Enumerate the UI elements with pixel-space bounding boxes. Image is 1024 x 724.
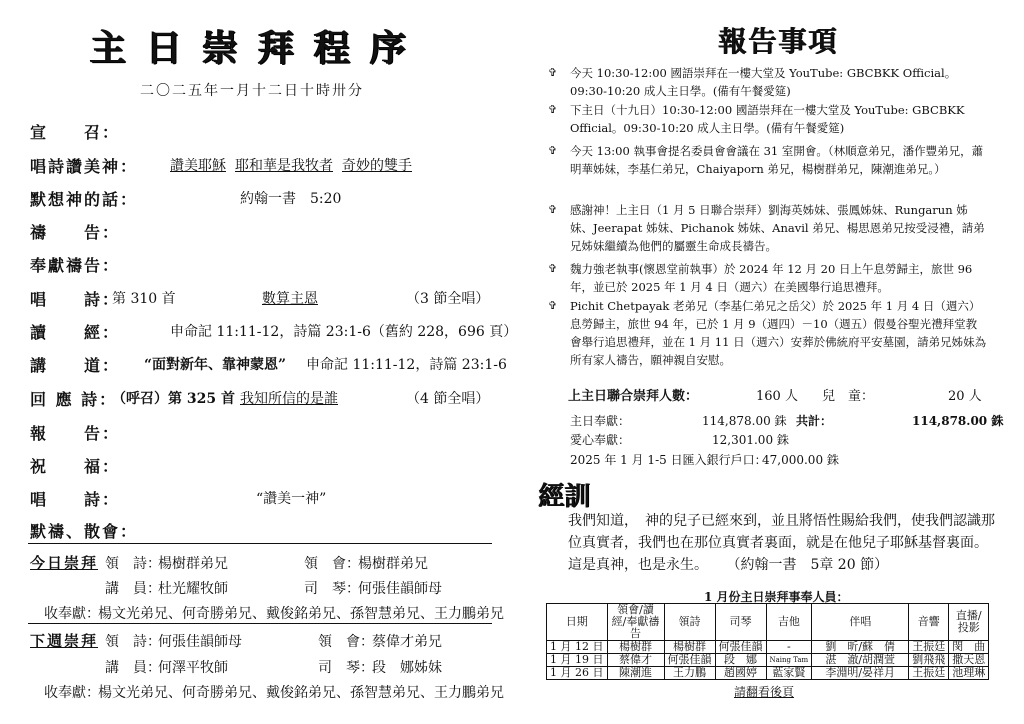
program-title: 主日崇拜程序 <box>90 27 427 69</box>
today-heading: 今日崇拜 <box>30 554 99 572</box>
cross-icon: ✞ <box>548 103 558 116</box>
hymn-label: 唱 詩： <box>30 290 121 309</box>
love-offering-label: 愛心奉獻： <box>570 433 631 447</box>
response-verses: （4 節全唱） <box>406 391 490 407</box>
table-row <box>547 654 989 667</box>
bank-transfer-label: 2025 年 1 月 1-5 日匯入銀行戶口： <box>570 453 767 467</box>
announcement-item: ✞ 今天 10:30-12:00 國語崇拜在一樓大堂及 YouTube: GBCBKK Official。09:30-10:20 成人主日學。(備有午餐愛筵) <box>548 66 957 98</box>
table-cell: 王振廷 <box>909 641 949 654</box>
response-number: （呼召）第 325 首 <box>112 391 235 407</box>
table-cell: 劉 昕/蘇 倩 <box>812 641 909 654</box>
table-cell: 王振廷 <box>909 667 949 680</box>
next-leader-label: 領 詩： <box>105 634 161 650</box>
table-cell: 1 月 12 日 <box>547 641 608 654</box>
report-label: 報 告： <box>30 424 121 443</box>
closing-hymn-label: 唱 詩： <box>30 490 121 509</box>
today-host-label: 領 會： <box>304 556 360 572</box>
sermon-title: “面對新年、靠神蒙恩” <box>144 357 287 373</box>
table-row <box>547 667 989 680</box>
love-offering-amount: 12,301.00 銖 <box>712 433 789 447</box>
cross-icon: ✞ <box>548 299 558 312</box>
column-header: 司琴 <box>715 604 766 641</box>
attendance-adults: 160 人 <box>756 389 798 404</box>
table-cell: 段 娜 <box>715 654 766 667</box>
table-cell: 楊樹群 <box>607 641 664 654</box>
table-cell: 池理琳 <box>949 667 989 680</box>
announcements-title: 報告事項 <box>718 25 839 58</box>
table-cell: 撒天恩 <box>949 654 989 667</box>
attendance-children: 20 人 <box>948 389 982 404</box>
today-speaker: 杜光耀牧師 <box>158 581 228 597</box>
next-host: 蔡偉才弟兄 <box>372 634 442 650</box>
announcement-item: ✞ 魏力強老執事(懷恩堂前執事）於 2024 年 12 月 20 日上午息勞歸主，旅世 96 年，並已於 2025 年 1 月 4 日（週六）在美國舉行追思禮拜。 <box>548 262 973 294</box>
call-label: 宣 召： <box>30 123 121 142</box>
offering-amount: 114,878.00 銖 <box>702 414 787 428</box>
next-heading: 下週崇拜 <box>30 632 99 650</box>
today-pianist: 何張佳韻師母 <box>358 581 442 597</box>
announcement-item: ✞ 今天 13:00 執事會提名委員會會議在 31 室開會。（林順意弟兄，潘作豐弟兄，蕭明華姊妹，李基仁弟兄，Chaiyaporn 弟兄，楊樹群弟兄，陳潮進弟兄。） <box>548 144 984 176</box>
table-cell: 楊樹群 <box>664 641 715 654</box>
praise-song-3: 奇妙的雙手 <box>342 158 412 174</box>
sermon-text: 申命記 11:11-12，詩篇 23:1-6 <box>306 357 507 373</box>
reading-text: 申命記 11:11-12，詩篇 23:1-6（舊約 228，696 頁） <box>170 324 518 340</box>
meditation-text: 約翰一書 5:20 <box>240 191 342 207</box>
turn-page-note: 請翻看後頁 <box>734 685 795 699</box>
next-speaker: 何澤平牧師 <box>158 660 228 676</box>
prayer-label: 禱 告： <box>30 223 121 242</box>
table-cell: 趙國婷 <box>715 667 766 680</box>
next-leader: 何張佳韻師母 <box>158 634 242 650</box>
table-row <box>547 641 989 654</box>
table-cell: - <box>766 641 812 654</box>
service-date: 二〇二五年一月十二日十時卅分 <box>140 83 364 99</box>
column-header: 吉他 <box>766 604 812 641</box>
column-header: 領詩 <box>664 604 715 641</box>
cross-icon: ✞ <box>548 66 558 79</box>
column-header: 日期 <box>547 604 608 641</box>
table-cell: 閔 曲 <box>949 641 989 654</box>
table-cell: 1 月 26 日 <box>547 667 608 680</box>
next-pianist: 段 娜姊妹 <box>372 660 442 676</box>
meditation-label: 默想神的話： <box>30 190 139 209</box>
next-pianist-label: 司 琴： <box>318 660 374 676</box>
table-cell: 藍家賢 <box>766 667 812 680</box>
next-host-label: 領 會： <box>318 634 374 650</box>
column-header: 伴唱 <box>812 604 909 641</box>
hymn-number: 第 310 首 <box>112 291 176 307</box>
hymn-title: 數算主恩 <box>262 291 318 307</box>
attendance-children-label: 兒 童： <box>822 389 875 404</box>
next-ushers-label: 收奉獻： <box>44 685 100 701</box>
roster-title: 1 月份主日崇拜事奉人員： <box>704 590 849 604</box>
verse-reference: （約翰一書 5章 20 節） <box>726 557 889 573</box>
offering-prayer-label: 奉獻禱告： <box>30 256 121 275</box>
column-header: 音響 <box>909 604 949 641</box>
roster-table <box>546 603 989 680</box>
hymn-verses: （3 節全唱） <box>406 291 490 307</box>
table-cell: Naing Tam <box>766 654 812 667</box>
table-cell: 王力鵬 <box>664 667 715 680</box>
table-cell: 湛 澈/胡潤萱 <box>812 654 909 667</box>
table-cell: 何張佳韻 <box>715 641 766 654</box>
next-speaker-label: 講 員： <box>105 660 161 676</box>
verse-title: 經訓 <box>538 482 591 512</box>
column-header: 直播/投影 <box>949 604 989 641</box>
bank-transfer-amount: 47,000.00 銖 <box>762 453 839 467</box>
verse-body: 我們知道， 神的兒子已經來到，並且將悟性賜給我們，使我們認識那位真實者，我們也在那位真實者裏面，就是在他兒子耶穌基督裏面。這是真神，也是永生。 <box>568 513 995 573</box>
blessing-label: 祝 福： <box>30 457 121 476</box>
table-cell: 李淵明/晏祥月 <box>812 667 909 680</box>
praise-song-1: 讚美耶穌 <box>170 158 226 174</box>
table-cell: 何張佳韻 <box>664 654 715 667</box>
today-host: 楊樹群弟兄 <box>358 556 428 572</box>
divider-today <box>28 543 492 544</box>
reading-label: 讀 經： <box>30 323 121 342</box>
table-cell: 陳潮進 <box>607 667 664 680</box>
table-cell: 1 月 19 日 <box>547 654 608 667</box>
today-leader: 楊樹群弟兄 <box>158 556 228 572</box>
announcement-item: ✞ 下主日（十九日）10:30-12:00 國語崇拜在一樓大堂及 YouTube: GBCBKK Official。09:30-10:20 成人主日學。(備有午餐愛筵) <box>548 103 965 135</box>
today-ushers-label: 收奉獻： <box>44 606 100 622</box>
column-header: 領會/讀經/奉獻禱告 <box>607 604 664 641</box>
today-speaker-label: 講 員： <box>105 581 161 597</box>
today-pianist-label: 司 琴： <box>304 581 360 597</box>
cross-icon: ✞ <box>548 203 558 216</box>
response-title: 我知所信的是誰 <box>240 391 338 407</box>
closing-hymn-text: “讚美一神” <box>256 491 327 507</box>
table-cell: 蔡偉才 <box>607 654 664 667</box>
hymn-praise-label: 唱詩讚美神： <box>30 157 139 176</box>
offering-label: 主日奉獻： <box>570 414 631 428</box>
total-amount: 114,878.00 銖 <box>912 414 1004 428</box>
dismissal-label: 默禱、散會： <box>30 522 139 541</box>
today-leader-label: 領 詩： <box>105 556 161 572</box>
total-label: 共計： <box>796 414 833 428</box>
cross-icon: ✞ <box>548 262 558 275</box>
sermon-label: 講 道： <box>30 356 121 375</box>
today-ushers: 楊文光弟兄、何奇勝弟兄、戴俊銘弟兄、孫智慧弟兄、王力鵬弟兄 <box>98 606 504 622</box>
cross-icon: ✞ <box>548 144 558 157</box>
response-label: 回 應 詩： <box>30 390 118 409</box>
announcement-item: ✞ 感謝神！上主日（1 月 5 日聯合崇拜）劉海英姊妹、張鳳姊妹、Rungarun 姊妹、Jeerapat 姊妹、Pichanok 姊妹、Anavil 弟兄、楊思恩弟兄按受浸禮，請弟兄姊妹繼續為他們的屬靈生命成長禱告。 <box>548 203 985 253</box>
next-ushers: 楊文光弟兄、何奇勝弟兄、戴俊銘弟兄、孫智慧弟兄、王力鵬弟兄 <box>98 685 504 701</box>
divider-next <box>28 623 492 624</box>
verse-text <box>568 510 998 576</box>
table-cell: 劉飛飛 <box>909 654 949 667</box>
announcement-item: ✞ Pichit Chetpayak 老弟兄（李基仁弟兄之岳父）於 2025 年 1 月 4 日（週六）息勞歸主，旅世 94 年，已於 1 月 9（週四）－10（週五）假曼谷聖光禮拜堂教會舉行追思禮拜，並在 1 月 11 日（週六）安葬於佛統府平安墓園，請弟兄姊妹為所有家人禱告，願神親自安慰。 <box>548 299 987 367</box>
attendance-label: 上主日聯合崇拜人數： <box>568 389 699 404</box>
praise-song-2: 耶和華是我牧者 <box>235 158 333 174</box>
table-header-row <box>547 604 989 641</box>
